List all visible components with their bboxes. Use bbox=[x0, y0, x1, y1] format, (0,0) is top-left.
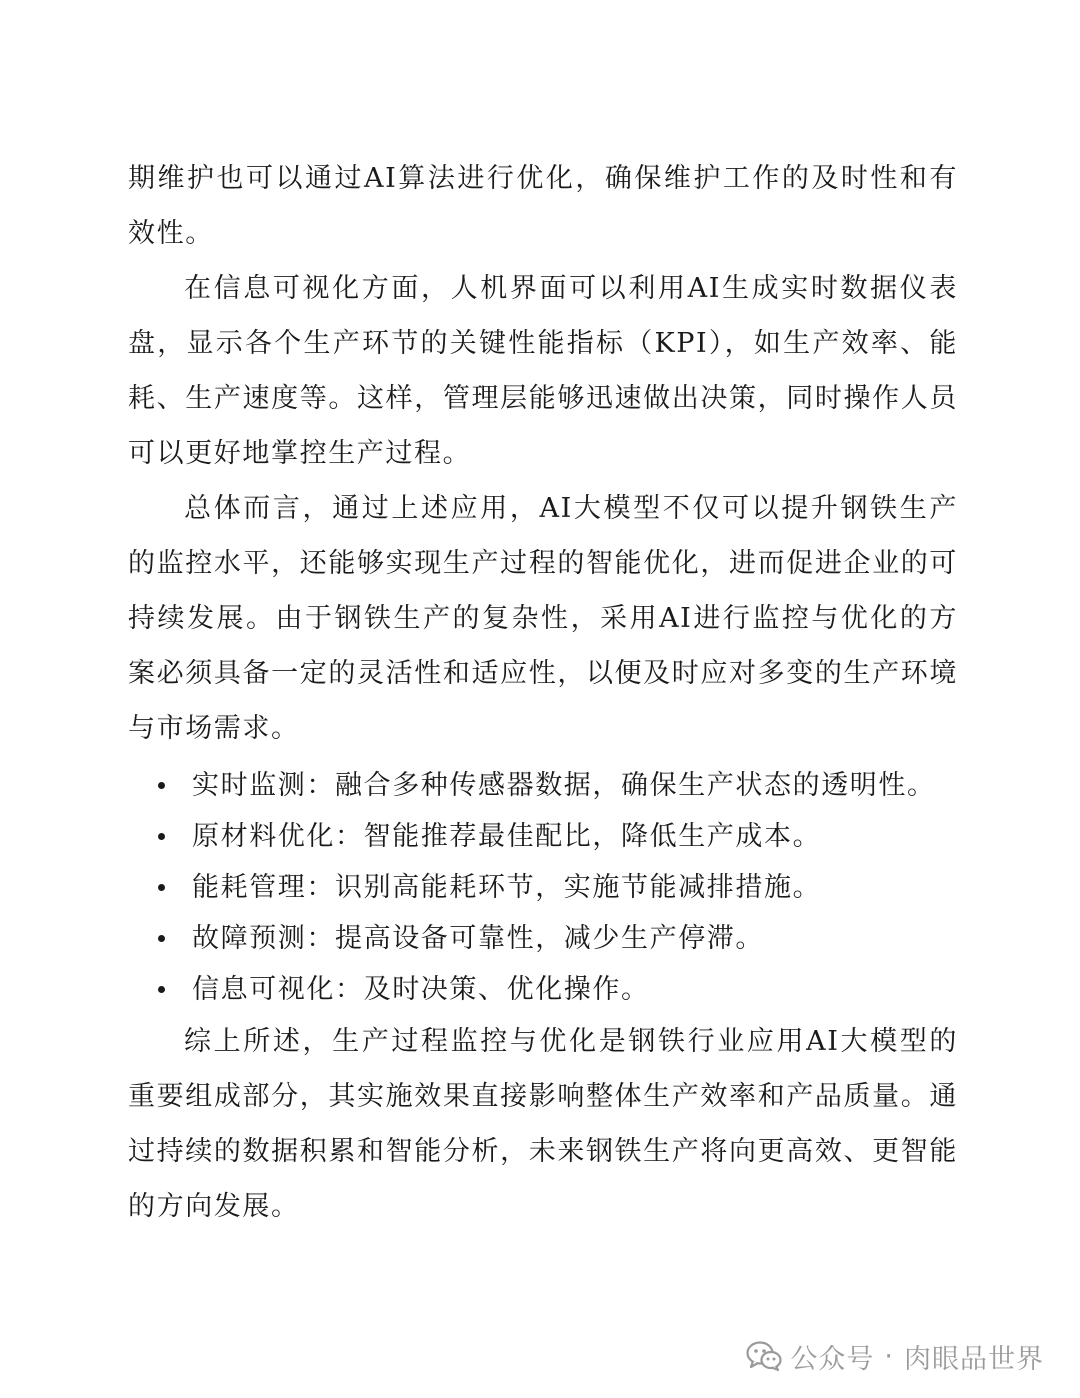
list-item-text: 信息可视化：及时决策、优化操作。 bbox=[192, 974, 650, 1005]
bullet-list bbox=[128, 760, 958, 1015]
paragraph-conclusion: 综上所述，生产过程监控与优化是钢铁行业应用AI大模型的重要组成部分，其实施效果直接影响整体生产效率和产品质量。通过持续的数据积累和智能分析，未来钢铁生产将向更高效、更智能的方向发展。 bbox=[128, 1026, 958, 1222]
list-item bbox=[128, 964, 958, 1015]
list-item-text: 实时监测：融合多种传感器数据，确保生产状态的透明性。 bbox=[192, 770, 936, 801]
list-item bbox=[128, 913, 958, 964]
watermark-label: 公众号 bbox=[790, 1343, 875, 1375]
list-item bbox=[128, 862, 958, 913]
bullet-icon bbox=[158, 884, 165, 891]
wechat-icon bbox=[746, 1340, 782, 1372]
paragraph-visualization: 在信息可视化方面，人机界面可以利用AI生成实时数据仪表盘，显示各个生产环节的关键性能指标（KPI），如生产效率、能耗、生产速度等。这样，管理层能够迅速做出决策，同时操作人员可以更好地掌控生产过程。 bbox=[128, 273, 958, 469]
bullet-icon bbox=[158, 935, 165, 942]
paragraph-maintenance: 期维护也可以通过AI算法进行优化，确保维护工作的及时性和有效性。 bbox=[128, 163, 958, 249]
wechat-watermark bbox=[746, 1336, 1044, 1376]
bullet-icon bbox=[158, 782, 165, 789]
bullet-icon bbox=[158, 833, 165, 840]
list-item-text: 故障预测：提高设备可靠性，减少生产停滞。 bbox=[192, 923, 764, 954]
paragraph-summary: 总体而言，通过上述应用，AI大模型不仅可以提升钢铁生产的监控水平，还能够实现生产过程的智能优化，进而促进企业的可持续发展。由于钢铁生产的复杂性，采用AI进行监控与优化的方案必须具备一定的灵活性和适应性，以便及时应对多变的生产环境与市场需求。 bbox=[128, 493, 958, 744]
list-item-text: 原材料优化：智能推荐最佳配比，降低生产成本。 bbox=[192, 821, 822, 852]
list-item bbox=[128, 811, 958, 862]
bullet-icon bbox=[158, 986, 165, 993]
watermark-account-name: 肉眼品世界 bbox=[904, 1343, 1044, 1375]
watermark-separator: · bbox=[884, 1340, 894, 1372]
list-item bbox=[128, 760, 958, 811]
list-item-text: 能耗管理：识别高能耗环节，实施节能减排措施。 bbox=[192, 872, 822, 903]
